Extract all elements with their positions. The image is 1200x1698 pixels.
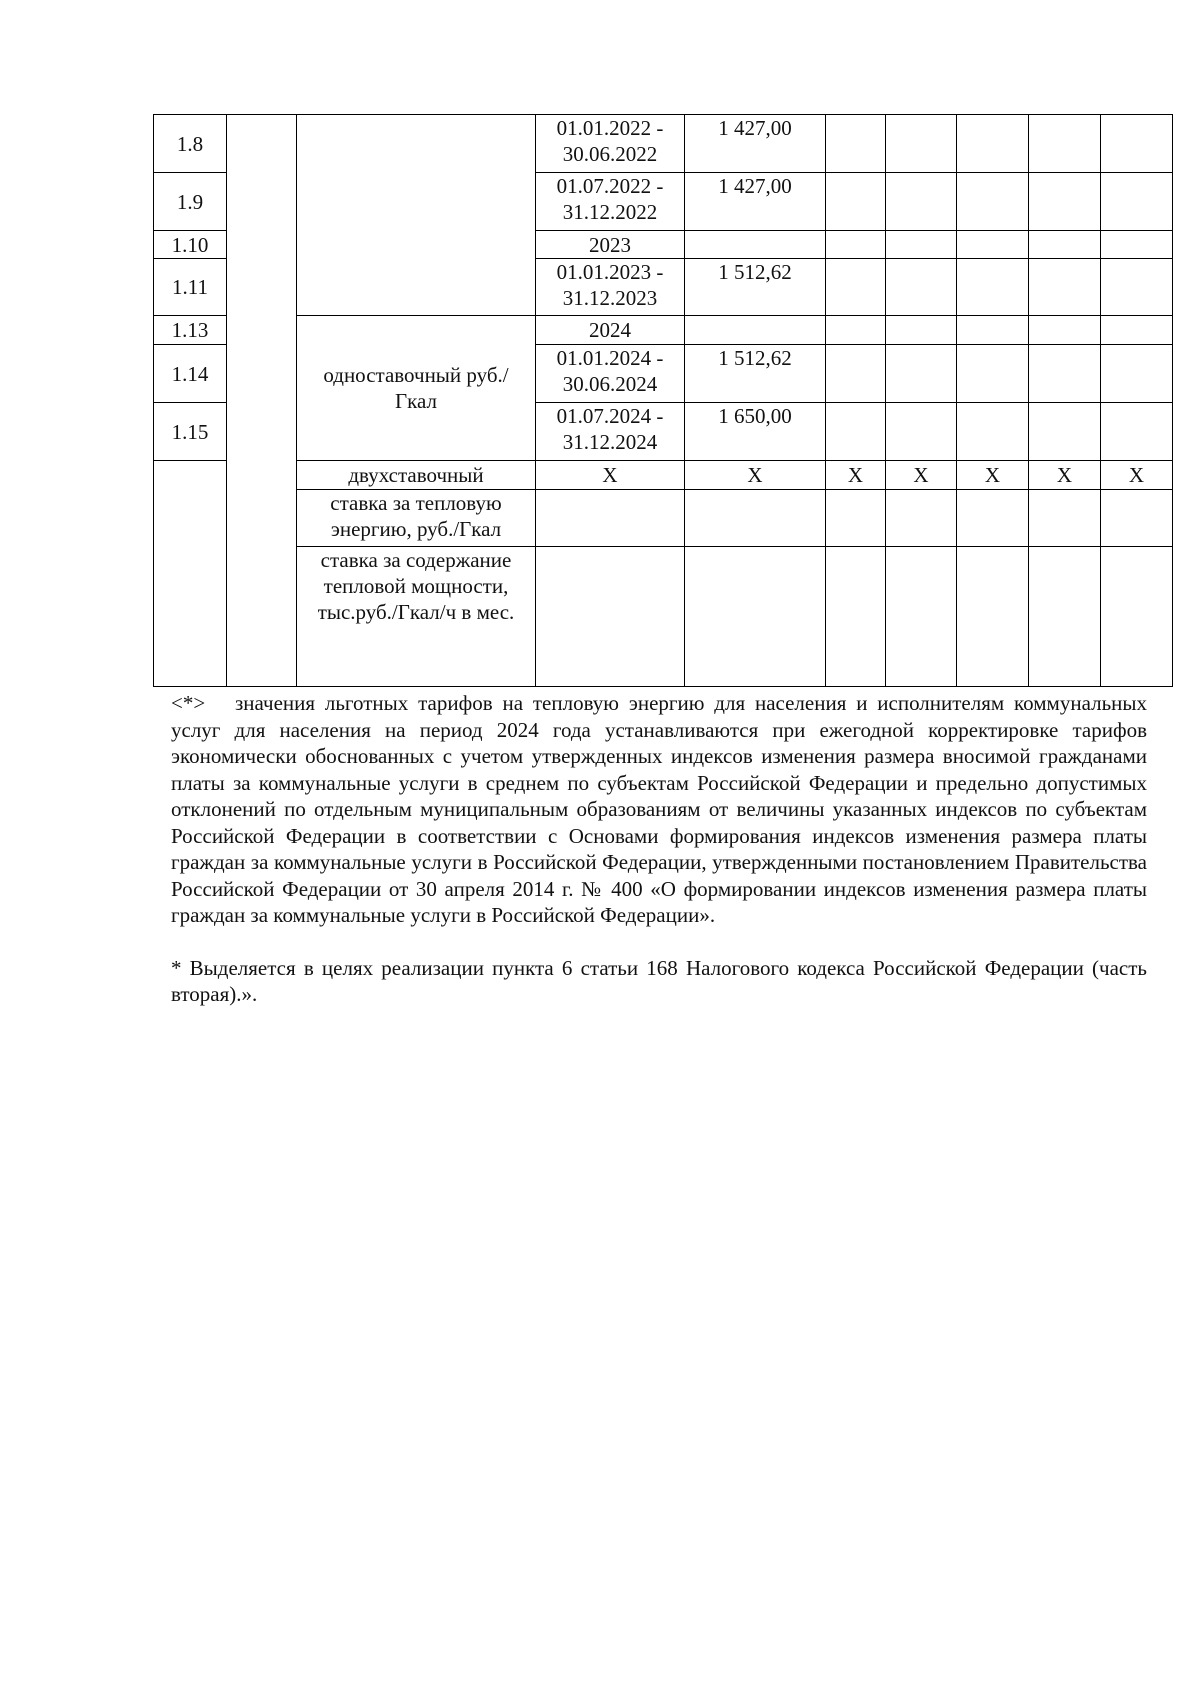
year-cell: 2024 bbox=[536, 316, 685, 345]
table-row bbox=[154, 316, 1173, 345]
tariff-value: 1 512,62 bbox=[685, 259, 826, 316]
x-mark: X bbox=[1101, 461, 1173, 490]
x-mark: X bbox=[826, 461, 886, 490]
x-mark: X bbox=[536, 461, 685, 490]
footnote-1 bbox=[171, 690, 1147, 929]
table-row bbox=[154, 490, 1173, 547]
period-cell: 01.01.2022 - 30.06.2022 bbox=[536, 115, 685, 173]
row-number: 1.13 bbox=[154, 316, 227, 345]
period-cell: 01.01.2024 - 30.06.2024 bbox=[536, 345, 685, 403]
tariff-value: 1 427,00 bbox=[685, 115, 826, 173]
row-number: 1.8 bbox=[154, 115, 227, 173]
period-cell: 01.07.2022 - 31.12.2022 bbox=[536, 173, 685, 231]
tariff-value: 1 512,62 bbox=[685, 345, 826, 403]
x-mark: X bbox=[957, 461, 1029, 490]
footnote-2: * Выделяется в целях реализации пункта 6 статьи 168 Налогового кодекса Российской Федерации (часть вторая).». bbox=[171, 955, 1147, 1006]
row-number: 1.14 bbox=[154, 345, 227, 403]
period-cell: 01.01.2023 - 31.12.2023 bbox=[536, 259, 685, 316]
heat-rate-label: ставка за тепловую энергию, руб./Гкал bbox=[297, 490, 536, 547]
x-mark: X bbox=[886, 461, 957, 490]
footnote-mark: <*> bbox=[171, 691, 206, 715]
capacity-rate-label: ставка за содержание тепловой мощности, тыс.руб./Гкал/ч в мес. bbox=[297, 547, 536, 687]
footnote-1-text: значения льготных тарифов на тепловую энергию для населения и исполнителям коммунальных услуг для населения на период 2024 года устанавливаются при ежегодной корректировке тарифов экономически обоснованных с учетом утвержденных индексов изменения размера вносимой гражданами платы за коммунальные услуги в среднем по субъектам Российской Федерации и предельно допустимых отклонений по отдельным муниципальным образованиям от величины указанных индексов по субъектам Российской Федерации в соответствии с Основами формирования индексов изменения размера платы граждан за коммунальные услуги в Российской Федерации, утвержденными постановлением Правительства Российской Федерации от 30 апреля 2014 г. № 400 «О формировании индексов изменения размера платы граждан за коммунальные услуги в Российской Федерации». bbox=[171, 691, 1147, 927]
x-mark: X bbox=[1029, 461, 1101, 490]
blank-merged-cell bbox=[297, 115, 536, 316]
tariff-value: 1 427,00 bbox=[685, 173, 826, 231]
row-number: 1.11 bbox=[154, 259, 227, 316]
year-cell: 2023 bbox=[536, 231, 685, 259]
row-number: 1.10 bbox=[154, 231, 227, 259]
row-number: 1.9 bbox=[154, 173, 227, 231]
footnotes bbox=[171, 690, 1147, 1008]
row-number: 1.15 bbox=[154, 403, 227, 461]
blank-merged-cell bbox=[154, 461, 227, 687]
table-row bbox=[154, 547, 1173, 687]
tariff-value: 1 650,00 bbox=[685, 403, 826, 461]
two-rate-label: двухставочный bbox=[297, 461, 536, 490]
x-mark: X bbox=[685, 461, 826, 490]
table-row bbox=[154, 461, 1173, 490]
tariff-table bbox=[153, 114, 1173, 687]
period-cell: 01.07.2024 - 31.12.2024 bbox=[536, 403, 685, 461]
table-row bbox=[154, 115, 1173, 173]
single-rate-label: одноставочный руб./Гкал bbox=[297, 316, 536, 461]
blank-merged-cell bbox=[227, 115, 297, 687]
